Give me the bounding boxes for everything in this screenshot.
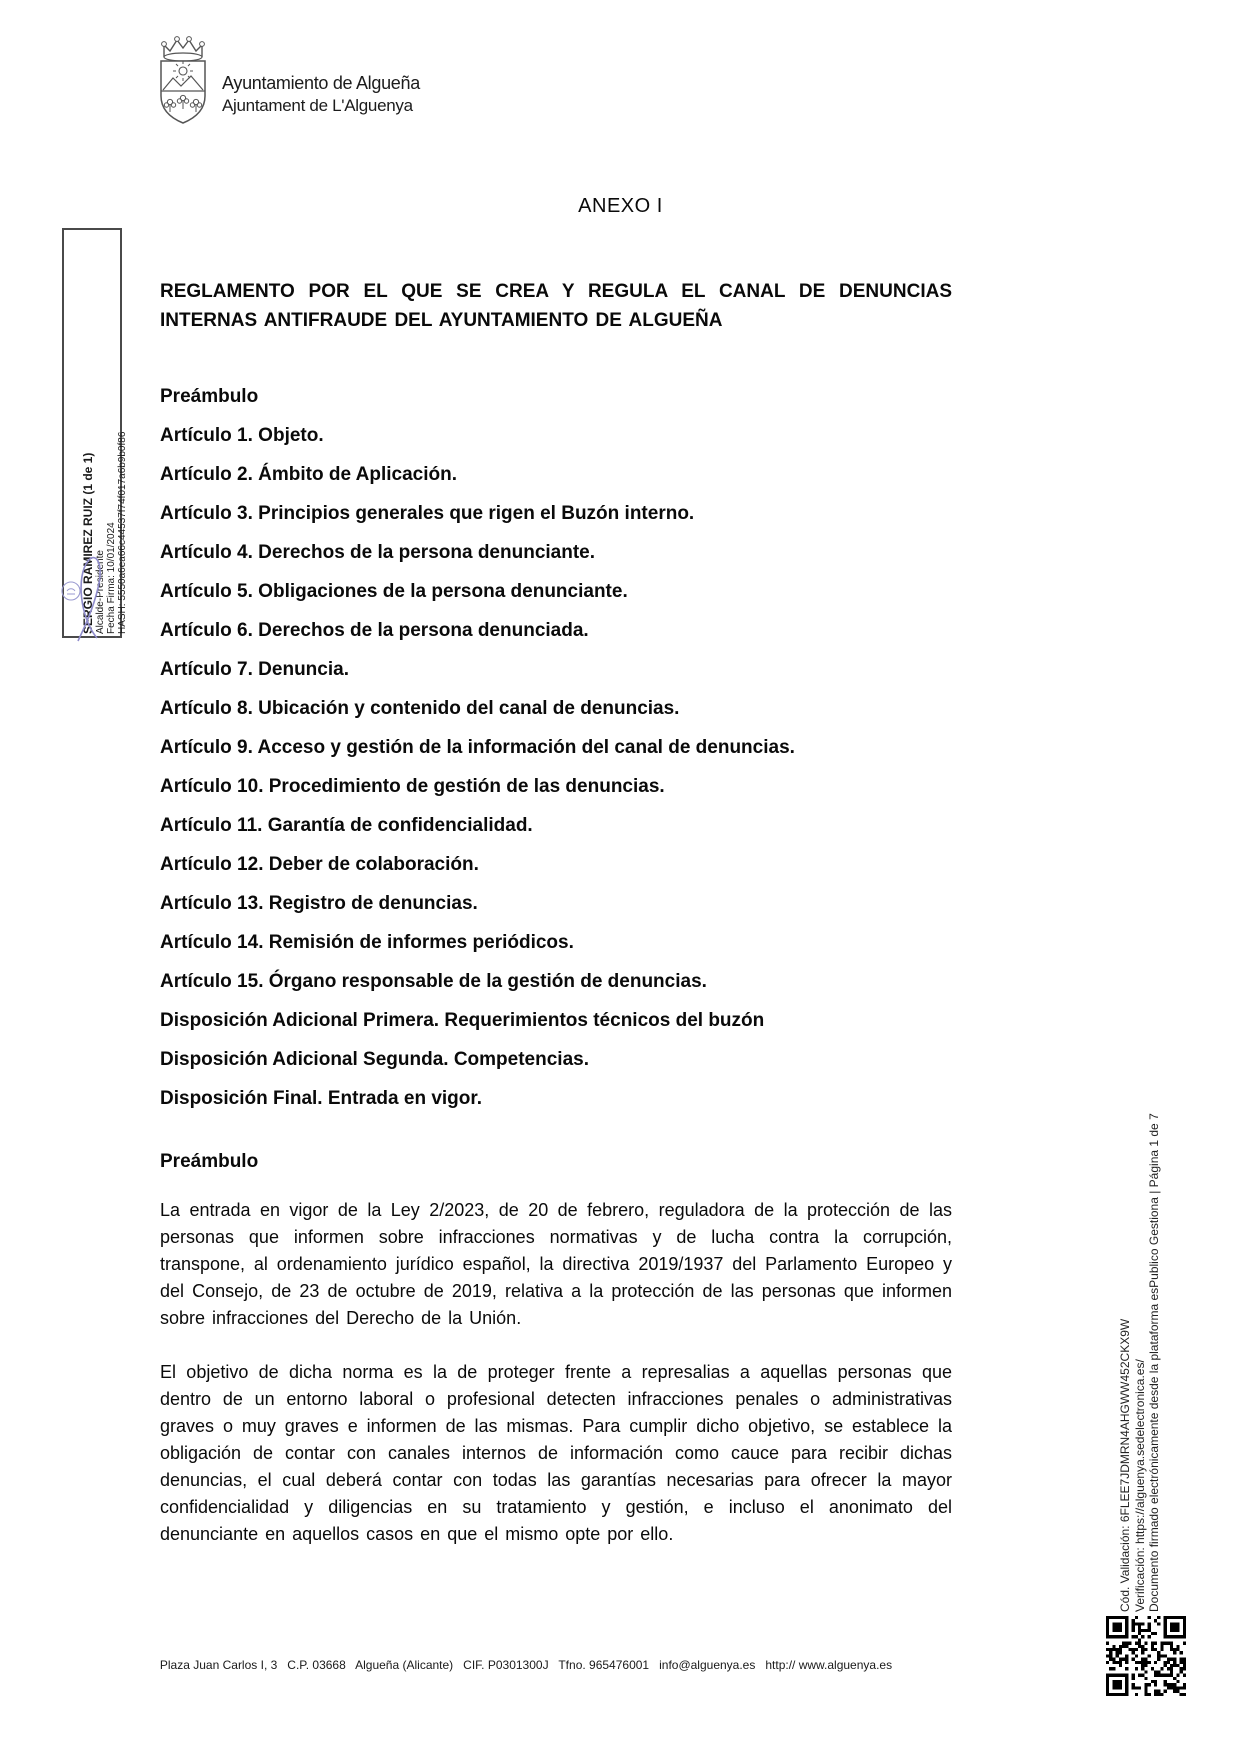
toc-item: Artículo 3. Principios generales que rigen el Buzón interno. [160, 503, 695, 524]
toc-item: Artículo 1. Objeto. [160, 425, 324, 446]
toc-item: Artículo 4. Derechos de la persona denunciante. [160, 542, 596, 563]
small-seal-icon [58, 578, 84, 609]
toc-item: Artículo 9. Acceso y gestión de la información del canal de denuncias. [160, 737, 795, 758]
toc-item: Disposición Adicional Primera. Requerimientos técnicos del buzón [160, 1010, 765, 1031]
footer-address: Plaza Juan Carlos I, 3 C.P. 03668 Algueña (Alicante) CIF. P0301300J Tfno. 965476001 info@alguenya.es http:// www.alguenya.es [159, 1658, 893, 1672]
org-name-block [222, 72, 420, 117]
toc-item: Artículo 6. Derechos de la persona denunciada. [160, 620, 589, 641]
town-crest-icon [150, 34, 216, 128]
qr-code [1106, 1616, 1186, 1696]
toc-item: Artículo 8. Ubicación y contenido del canal de denuncias. [160, 698, 680, 719]
toc-item: Disposición Adicional Segunda. Competencias. [160, 1049, 589, 1070]
signed-platform-note: Documento firmado electrónicamente desde la plataforma esPublico Gestiona | Página 1 de 7 [1147, 1113, 1161, 1612]
preamble-paragraph: La entrada en vigor de la Ley 2/2023, de 20 de febrero, reguladora de la protección de las personas que informen sobre infracciones normativas y de lucha contra la corrupción, transpone, al ordenamiento jurídico español, la directiva 2019/1937 del Parlamento Europeo y del Consejo, de 23 de octubre de 2019, relativa a la protección de las personas que informen sobre infracciones del Derecho de la Unión. [160, 1200, 952, 1328]
validation-code: Cód. Validación: 6FLEE7JDMRN4AHGWW452CKX9W [1118, 1318, 1132, 1612]
table-of-contents [160, 385, 952, 1110]
toc-item: Artículo 11. Garantía de confidencialidad. [160, 815, 533, 836]
signer-name: SERGIO RAMIREZ RUIZ (1 de 1) [81, 452, 95, 634]
toc-item: Artículo 10. Procedimiento de gestión de las denuncias. [160, 776, 665, 797]
toc-item: Artículo 5. Obligaciones de la persona denunciante. [160, 581, 628, 602]
toc-item: Artículo 14. Remisión de informes periódicos. [160, 932, 574, 953]
toc-item: Artículo 2. Ámbito de Aplicación. [160, 464, 457, 485]
toc-item: Preámbulo [160, 386, 259, 407]
document-body [160, 277, 952, 1548]
verification-url: Verificación: https://alguenya.sedelectronica.es/ [1132, 1359, 1147, 1612]
toc-item: Artículo 15. Órgano responsable de la gestión de denuncias. [160, 971, 707, 992]
org-name-valencian: Ajuntament de L'Alguenya [222, 96, 413, 115]
document-title: REGLAMENTO POR EL QUE SE CREA Y REGULA EL CANAL DE DENUNCIAS INTERNAS ANTIFRAUDE DEL AYUNTAMIENTO DE ALGUEÑA [160, 281, 952, 331]
signature-date: Fecha Firma: 10/01/2024 [106, 522, 117, 634]
toc-item: Artículo 7. Denuncia. [160, 659, 349, 680]
preamble-paragraph: El objetivo de dicha norma es la de proteger frente a represalias a aquellas personas que dentro de un entorno laboral o profesional detecten infracciones penales o administrativas graves o muy graves e informen de las mismas. Para cumplir dicho objetivo, se establece la obligación de contar con canales internos de información como cauce para recibir dichas denuncias, el cual deberá contar con todas las garantías necesarias para ofrecer la mayor confidencialidad y diligencias en su tratamiento y gestión, e incluso el anonimato del denunciante en aquellos casos en que el mismo opte por ello. [160, 1362, 952, 1544]
org-name-spanish: Ayuntamiento de Algueña [222, 73, 420, 93]
preamble-heading: Preámbulo [160, 1151, 259, 1172]
toc-item: Artículo 12. Deber de colaboración. [160, 854, 479, 875]
signer-role: Alcalde-Presidente [95, 550, 106, 634]
annex-title: ANEXO I [578, 195, 663, 217]
toc-item: Disposición Final. Entrada en vigor. [160, 1088, 483, 1109]
toc-item: Artículo 13. Registro de denuncias. [160, 893, 478, 914]
signature-hash: HASH: 5550a6ea66c44537f74f017a6b9b0f86 [117, 431, 128, 634]
validation-stamp [1118, 960, 1162, 1612]
